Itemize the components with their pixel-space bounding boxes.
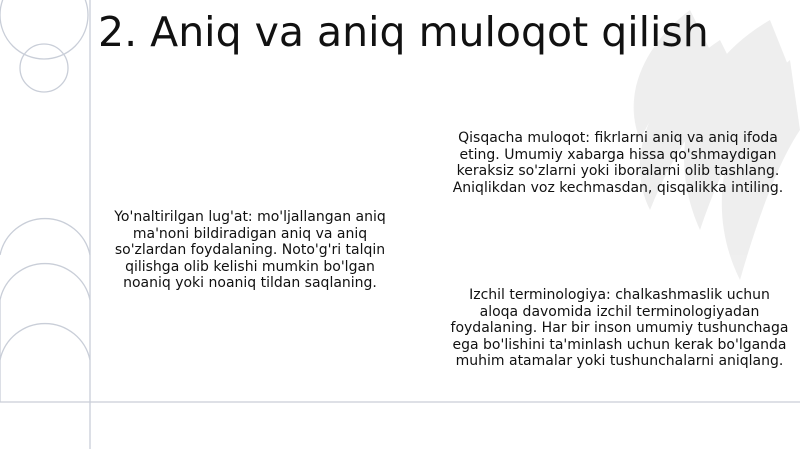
concise-communication-paragraph: Qisqacha muloqot: fikrlarni aniq va aniq ifoda eting. Umumiy xabarga hissa qo'shmaydigan keraksiz so'zlarni yoki iboralarni olib tashlang. Aniqlikdan voz kechmasdan, qisqalikka intiling. — [452, 130, 784, 196]
targeted-vocabulary-paragraph: Yo'naltirilgan lug'at: mo'ljallangan aniq ma'noni bildiradigan aniq va aniq so'zlardan foydalaning. Noto'g'ri talqin qilishga olib kelishi mumkin bo'lgan noaniq yoki noaniq tildan saqlaning. — [114, 209, 386, 292]
slide-title: 2. Aniq va aniq muloqot qilish — [98, 8, 709, 56]
consistent-terminology-paragraph: Izchil terminologiya: chalkashmaslik uchun aloqa davomida izchil terminologiyadan foydalaning. Har bir inson umumiy tushunchaga ega bo'lishini ta'minlash uchun kerak bo'lganda muhim atamalar yoki tushunchalarni aniqlang. — [450, 287, 789, 370]
